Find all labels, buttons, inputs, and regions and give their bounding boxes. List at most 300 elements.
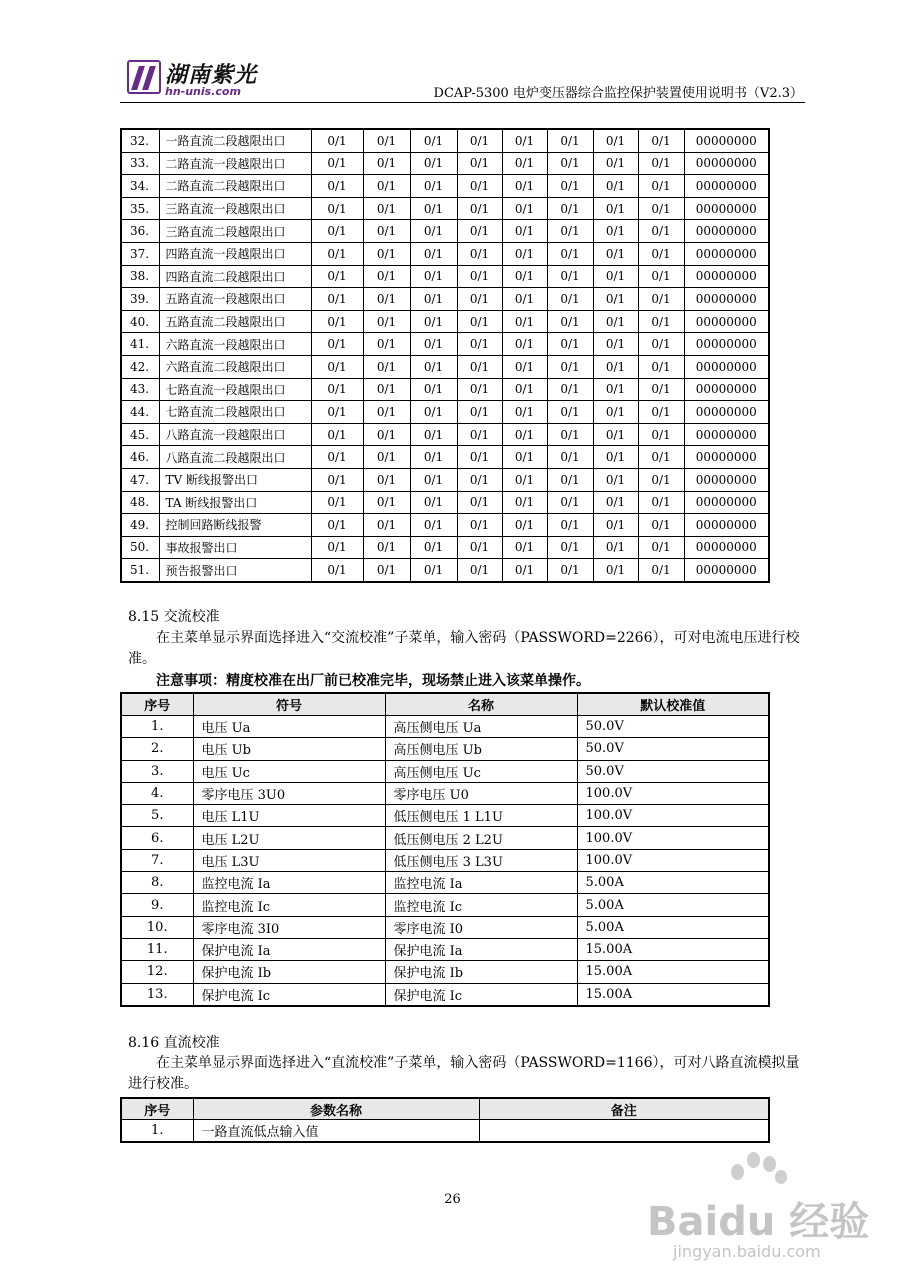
relay-flag-cell: 0/1 [593, 423, 638, 446]
output-code: 00000000 [684, 423, 769, 446]
row-symbol: 电压 Ub [193, 738, 385, 760]
relay-flag-cell: 0/1 [502, 242, 547, 265]
table-header-row [121, 693, 769, 716]
row-index: 47. [121, 468, 159, 491]
relay-flag-cell: 0/1 [363, 265, 410, 288]
output-code: 00000000 [684, 197, 769, 220]
output-code: 00000000 [684, 491, 769, 514]
row-index: 48. [121, 491, 159, 514]
table-row [121, 355, 769, 378]
relay-flag-cell: 0/1 [363, 310, 410, 333]
relay-flag-cell: 0/1 [502, 536, 547, 559]
relay-flag-cell: 0/1 [593, 468, 638, 491]
relay-flag-cell: 0/1 [547, 401, 593, 424]
row-index: 44. [121, 401, 159, 424]
table-row [121, 378, 769, 401]
relay-flag-cell: 0/1 [311, 491, 363, 514]
header-name: 名称 [385, 693, 577, 716]
row-no: 2. [121, 738, 193, 760]
relay-flag-cell: 0/1 [502, 333, 547, 356]
output-name: 八路直流二段越限出口 [159, 446, 311, 469]
row-no: 3. [121, 760, 193, 782]
relay-flag-cell: 0/1 [363, 175, 410, 198]
relay-flag-cell: 0/1 [457, 152, 502, 175]
relay-flag-cell: 0/1 [593, 536, 638, 559]
row-symbol: 保护电流 Ia [193, 938, 385, 960]
relay-flag-cell: 0/1 [593, 491, 638, 514]
relay-flag-cell: 0/1 [457, 378, 502, 401]
relay-flag-cell: 0/1 [638, 378, 684, 401]
output-code: 00000000 [684, 333, 769, 356]
table-row [121, 129, 769, 152]
row-name: 保护电流 Ic [385, 983, 577, 1006]
relay-flag-cell: 0/1 [311, 446, 363, 469]
relay-flag-cell: 0/1 [502, 129, 547, 152]
document-title: DCAP-5300 电炉变压器综合监控保护装置使用说明书（V2.3） [433, 86, 803, 101]
relay-flag-cell: 0/1 [547, 355, 593, 378]
row-default-value: 100.0V [577, 827, 769, 849]
output-code: 00000000 [684, 559, 769, 582]
relay-flag-cell: 0/1 [547, 197, 593, 220]
row-name: 高压侧电压 Ua [385, 716, 577, 738]
relay-flag-cell: 0/1 [410, 491, 457, 514]
relay-flag-cell: 0/1 [457, 491, 502, 514]
table-row [121, 175, 769, 198]
relay-flag-cell: 0/1 [638, 310, 684, 333]
relay-flag-cell: 0/1 [457, 468, 502, 491]
row-default-value: 5.00A [577, 916, 769, 938]
logo-mark-icon [127, 60, 161, 94]
table-row [121, 333, 769, 356]
output-code: 00000000 [684, 265, 769, 288]
row-no: 1. [121, 716, 193, 738]
output-code: 00000000 [684, 446, 769, 469]
row-no: 11. [121, 938, 193, 960]
relay-flag-cell: 0/1 [363, 333, 410, 356]
relay-flag-cell: 0/1 [547, 333, 593, 356]
output-name: 七路直流二段越限出口 [159, 401, 311, 424]
relay-flag-cell: 0/1 [593, 242, 638, 265]
row-symbol: 保护电流 Ib [193, 961, 385, 983]
output-name: TV 断线报警出口 [159, 468, 311, 491]
row-symbol: 零序电压 3U0 [193, 782, 385, 804]
relay-flag-cell: 0/1 [502, 152, 547, 175]
relay-flag-cell: 0/1 [457, 310, 502, 333]
output-code: 00000000 [684, 536, 769, 559]
relay-flag-cell: 0/1 [457, 175, 502, 198]
relay-flag-cell: 0/1 [457, 265, 502, 288]
relay-flag-cell: 0/1 [410, 355, 457, 378]
relay-flag-cell: 0/1 [363, 129, 410, 152]
row-index: 41. [121, 333, 159, 356]
relay-flag-cell: 0/1 [502, 559, 547, 582]
output-code: 00000000 [684, 514, 769, 537]
relay-flag-cell: 0/1 [638, 220, 684, 243]
relay-flag-cell: 0/1 [311, 401, 363, 424]
row-name: 零序电流 I0 [385, 916, 577, 938]
relay-flag-cell: 0/1 [457, 536, 502, 559]
relay-flag-cell: 0/1 [457, 446, 502, 469]
row-symbol: 电压 Ua [193, 716, 385, 738]
row-name: 监控电流 Ic [385, 894, 577, 916]
relay-flag-cell: 0/1 [311, 468, 363, 491]
row-no: 9. [121, 894, 193, 916]
relay-flag-cell: 0/1 [363, 559, 410, 582]
relay-flag-cell: 0/1 [363, 355, 410, 378]
row-param-name: 一路直流低点输入值 [193, 1120, 479, 1143]
relay-flag-cell: 0/1 [502, 491, 547, 514]
row-index: 33. [121, 152, 159, 175]
relay-flag-cell: 0/1 [638, 423, 684, 446]
relay-flag-cell: 0/1 [547, 491, 593, 514]
output-name: 二路直流二段越限出口 [159, 175, 311, 198]
table-row [121, 916, 769, 938]
relay-flag-cell: 0/1 [547, 468, 593, 491]
relay-flag-cell: 0/1 [410, 423, 457, 446]
relay-flag-cell: 0/1 [410, 536, 457, 559]
row-name: 高压侧电压 Ub [385, 738, 577, 760]
relay-flag-cell: 0/1 [363, 242, 410, 265]
output-code: 00000000 [684, 152, 769, 175]
row-index: 43. [121, 378, 159, 401]
table-row [121, 961, 769, 983]
row-default-value: 50.0V [577, 738, 769, 760]
relay-flag-cell: 0/1 [363, 152, 410, 175]
relay-flag-cell: 0/1 [410, 242, 457, 265]
row-name: 零序电压 U0 [385, 782, 577, 804]
relay-flag-cell: 0/1 [547, 514, 593, 537]
relay-flag-cell: 0/1 [502, 423, 547, 446]
table-row [121, 894, 769, 916]
table-row [121, 265, 769, 288]
output-code: 00000000 [684, 378, 769, 401]
relay-flag-cell: 0/1 [410, 446, 457, 469]
relay-flag-cell: 0/1 [502, 401, 547, 424]
relay-flag-cell: 0/1 [457, 288, 502, 311]
output-code: 00000000 [684, 175, 769, 198]
relay-flag-cell: 0/1 [410, 152, 457, 175]
row-no: 13. [121, 983, 193, 1006]
table-row [121, 849, 769, 871]
row-index: 39. [121, 288, 159, 311]
relay-flag-cell: 0/1 [547, 378, 593, 401]
relay-flag-cell: 0/1 [410, 401, 457, 424]
section-para-dc: 在主菜单显示界面选择进入“直流校准”子菜单，输入密码（PASSWORD=1166），可对八路直流模拟量进行校准。 [128, 1055, 800, 1092]
relay-flag-cell: 0/1 [311, 242, 363, 265]
baidu-watermark [647, 1150, 870, 1268]
relay-flag-cell: 0/1 [593, 514, 638, 537]
row-symbol: 电压 L1U [193, 805, 385, 827]
row-name: 低压侧电压 1 L1U [385, 805, 577, 827]
table-row [121, 468, 769, 491]
watermark-url: jingyan.baidu.com [673, 1242, 821, 1261]
output-code: 00000000 [684, 129, 769, 152]
table-row [121, 738, 769, 760]
header-default-value: 默认校准值 [577, 693, 769, 716]
table-row [121, 760, 769, 782]
header-no: 序号 [121, 1098, 193, 1120]
table-header-row [121, 1098, 769, 1120]
relay-flag-cell: 0/1 [593, 288, 638, 311]
section-para-ac: 在主菜单显示界面选择进入“交流校准”子菜单，输入密码（PASSWORD=2266），可对电流电压进行校准。 [128, 630, 800, 667]
row-index: 46. [121, 446, 159, 469]
output-name: 预告报警出口 [159, 559, 311, 582]
row-index: 35. [121, 197, 159, 220]
section-title-dc: 8.16 直流校准 [128, 1035, 220, 1051]
relay-flag-cell: 0/1 [410, 310, 457, 333]
relay-flag-cell: 0/1 [593, 401, 638, 424]
output-name: TA 断线报警出口 [159, 491, 311, 514]
relay-flag-cell: 0/1 [547, 288, 593, 311]
relay-flag-cell: 0/1 [363, 468, 410, 491]
row-default-value: 50.0V [577, 760, 769, 782]
row-default-value: 5.00A [577, 872, 769, 894]
relay-flag-cell: 0/1 [593, 378, 638, 401]
table-row [121, 938, 769, 960]
row-name: 监控电流 Ia [385, 872, 577, 894]
output-name: 三路直流二段越限出口 [159, 220, 311, 243]
relay-flag-cell: 0/1 [547, 220, 593, 243]
output-config-table [120, 128, 770, 583]
relay-flag-cell: 0/1 [363, 446, 410, 469]
row-no: 4. [121, 782, 193, 804]
relay-flag-cell: 0/1 [457, 333, 502, 356]
table-row [121, 288, 769, 311]
relay-flag-cell: 0/1 [311, 355, 363, 378]
output-name: 六路直流一段越限出口 [159, 333, 311, 356]
row-index: 51. [121, 559, 159, 582]
row-default-value: 15.00A [577, 961, 769, 983]
output-code: 00000000 [684, 288, 769, 311]
relay-flag-cell: 0/1 [593, 559, 638, 582]
table-row [121, 423, 769, 446]
relay-flag-cell: 0/1 [457, 129, 502, 152]
row-default-value: 50.0V [577, 716, 769, 738]
row-no: 6. [121, 827, 193, 849]
ac-calibration-table [120, 692, 770, 1007]
row-symbol: 监控电流 Ia [193, 872, 385, 894]
relay-flag-cell: 0/1 [502, 378, 547, 401]
row-symbol: 零序电流 3I0 [193, 916, 385, 938]
row-index: 37. [121, 242, 159, 265]
output-name: 七路直流一段越限出口 [159, 378, 311, 401]
row-default-value: 15.00A [577, 938, 769, 960]
row-no: 1. [121, 1120, 193, 1143]
output-name: 控制回路断线报警 [159, 514, 311, 537]
watermark-brand: Baidu 经验 [647, 1199, 870, 1245]
row-index: 32. [121, 129, 159, 152]
output-code: 00000000 [684, 310, 769, 333]
output-name: 事故报警出口 [159, 536, 311, 559]
output-name: 二路直流一段越限出口 [159, 152, 311, 175]
relay-flag-cell: 0/1 [410, 220, 457, 243]
relay-flag-cell: 0/1 [311, 197, 363, 220]
relay-flag-cell: 0/1 [502, 220, 547, 243]
row-default-value: 5.00A [577, 894, 769, 916]
output-name: 四路直流一段越限出口 [159, 242, 311, 265]
row-index: 49. [121, 514, 159, 537]
relay-flag-cell: 0/1 [502, 175, 547, 198]
table-row [121, 536, 769, 559]
relay-flag-cell: 0/1 [638, 514, 684, 537]
relay-flag-cell: 0/1 [410, 175, 457, 198]
relay-flag-cell: 0/1 [638, 446, 684, 469]
relay-flag-cell: 0/1 [638, 129, 684, 152]
row-symbol: 监控电流 Ic [193, 894, 385, 916]
table-row [121, 197, 769, 220]
row-symbol: 保护电流 Ic [193, 983, 385, 1006]
relay-flag-cell: 0/1 [502, 468, 547, 491]
relay-flag-cell: 0/1 [593, 310, 638, 333]
table-row [121, 310, 769, 333]
output-name: 三路直流一段越限出口 [159, 197, 311, 220]
logo-url: hn-unis.com [165, 85, 241, 98]
row-name: 低压侧电压 2 L2U [385, 827, 577, 849]
header-remark: 备注 [479, 1098, 769, 1120]
relay-flag-cell: 0/1 [410, 197, 457, 220]
relay-flag-cell: 0/1 [363, 401, 410, 424]
row-default-value: 15.00A [577, 983, 769, 1006]
row-index: 34. [121, 175, 159, 198]
section-note-ac: 注意事项：精度校准在出厂前已校准完毕，现场禁止进入该菜单操作。 [156, 673, 590, 689]
relay-flag-cell: 0/1 [593, 265, 638, 288]
relay-flag-cell: 0/1 [593, 333, 638, 356]
table-row [121, 716, 769, 738]
relay-flag-cell: 0/1 [410, 468, 457, 491]
relay-flag-cell: 0/1 [311, 175, 363, 198]
relay-flag-cell: 0/1 [638, 559, 684, 582]
relay-flag-cell: 0/1 [638, 401, 684, 424]
row-no: 8. [121, 872, 193, 894]
output-name: 一路直流二段越限出口 [159, 129, 311, 152]
table-row [121, 559, 769, 582]
section-title-ac: 8.15 交流校准 [128, 609, 220, 625]
row-name: 保护电流 Ib [385, 961, 577, 983]
relay-flag-cell: 0/1 [593, 175, 638, 198]
header-symbol: 符号 [193, 693, 385, 716]
relay-flag-cell: 0/1 [638, 242, 684, 265]
relay-flag-cell: 0/1 [547, 536, 593, 559]
relay-flag-cell: 0/1 [547, 152, 593, 175]
relay-flag-cell: 0/1 [593, 220, 638, 243]
relay-flag-cell: 0/1 [311, 129, 363, 152]
table-row [121, 1120, 769, 1143]
relay-flag-cell: 0/1 [363, 491, 410, 514]
relay-flag-cell: 0/1 [410, 333, 457, 356]
relay-flag-cell: 0/1 [363, 220, 410, 243]
company-logo [127, 58, 258, 100]
row-index: 38. [121, 265, 159, 288]
relay-flag-cell: 0/1 [410, 514, 457, 537]
row-remark [479, 1120, 769, 1143]
table-row [121, 805, 769, 827]
output-name: 八路直流一段越限出口 [159, 423, 311, 446]
relay-flag-cell: 0/1 [502, 310, 547, 333]
relay-flag-cell: 0/1 [502, 265, 547, 288]
relay-flag-cell: 0/1 [311, 265, 363, 288]
row-symbol: 电压 L3U [193, 849, 385, 871]
row-no: 7. [121, 849, 193, 871]
output-name: 五路直流一段越限出口 [159, 288, 311, 311]
relay-flag-cell: 0/1 [502, 288, 547, 311]
row-default-value: 100.0V [577, 805, 769, 827]
table-row [121, 983, 769, 1006]
relay-flag-cell: 0/1 [547, 265, 593, 288]
relay-flag-cell: 0/1 [311, 333, 363, 356]
relay-flag-cell: 0/1 [410, 559, 457, 582]
relay-flag-cell: 0/1 [410, 265, 457, 288]
relay-flag-cell: 0/1 [457, 220, 502, 243]
table-row [121, 491, 769, 514]
relay-flag-cell: 0/1 [638, 333, 684, 356]
table-row [121, 514, 769, 537]
relay-flag-cell: 0/1 [311, 423, 363, 446]
relay-flag-cell: 0/1 [547, 559, 593, 582]
relay-flag-cell: 0/1 [311, 536, 363, 559]
relay-flag-cell: 0/1 [363, 378, 410, 401]
relay-flag-cell: 0/1 [363, 536, 410, 559]
logo-text: 湖南紫光 [165, 62, 258, 88]
relay-flag-cell: 0/1 [638, 288, 684, 311]
relay-flag-cell: 0/1 [638, 491, 684, 514]
row-symbol: 电压 Uc [193, 760, 385, 782]
row-no: 5. [121, 805, 193, 827]
row-default-value: 100.0V [577, 849, 769, 871]
relay-flag-cell: 0/1 [547, 446, 593, 469]
relay-flag-cell: 0/1 [311, 559, 363, 582]
dc-calibration-table [120, 1097, 770, 1143]
relay-flag-cell: 0/1 [638, 536, 684, 559]
relay-flag-cell: 0/1 [311, 220, 363, 243]
table-row [121, 446, 769, 469]
page-number: 26 [444, 1192, 461, 1207]
relay-flag-cell: 0/1 [547, 423, 593, 446]
relay-flag-cell: 0/1 [457, 559, 502, 582]
relay-flag-cell: 0/1 [311, 514, 363, 537]
table-row [121, 242, 769, 265]
relay-flag-cell: 0/1 [457, 401, 502, 424]
relay-flag-cell: 0/1 [547, 242, 593, 265]
row-index: 40. [121, 310, 159, 333]
relay-flag-cell: 0/1 [410, 129, 457, 152]
relay-flag-cell: 0/1 [502, 514, 547, 537]
output-name: 四路直流二段越限出口 [159, 265, 311, 288]
relay-flag-cell: 0/1 [363, 288, 410, 311]
relay-flag-cell: 0/1 [311, 378, 363, 401]
header-no: 序号 [121, 693, 193, 716]
table-row [121, 401, 769, 424]
relay-flag-cell: 0/1 [638, 175, 684, 198]
relay-flag-cell: 0/1 [502, 446, 547, 469]
output-code: 00000000 [684, 355, 769, 378]
relay-flag-cell: 0/1 [311, 310, 363, 333]
relay-flag-cell: 0/1 [311, 288, 363, 311]
table-row [121, 782, 769, 804]
relay-flag-cell: 0/1 [457, 423, 502, 446]
relay-flag-cell: 0/1 [547, 129, 593, 152]
relay-flag-cell: 0/1 [638, 197, 684, 220]
table-row [121, 872, 769, 894]
relay-flag-cell: 0/1 [457, 514, 502, 537]
relay-flag-cell: 0/1 [311, 152, 363, 175]
relay-flag-cell: 0/1 [457, 242, 502, 265]
relay-flag-cell: 0/1 [502, 197, 547, 220]
row-no: 10. [121, 916, 193, 938]
output-code: 00000000 [684, 220, 769, 243]
relay-flag-cell: 0/1 [363, 197, 410, 220]
row-name: 高压侧电压 Uc [385, 760, 577, 782]
relay-flag-cell: 0/1 [363, 514, 410, 537]
